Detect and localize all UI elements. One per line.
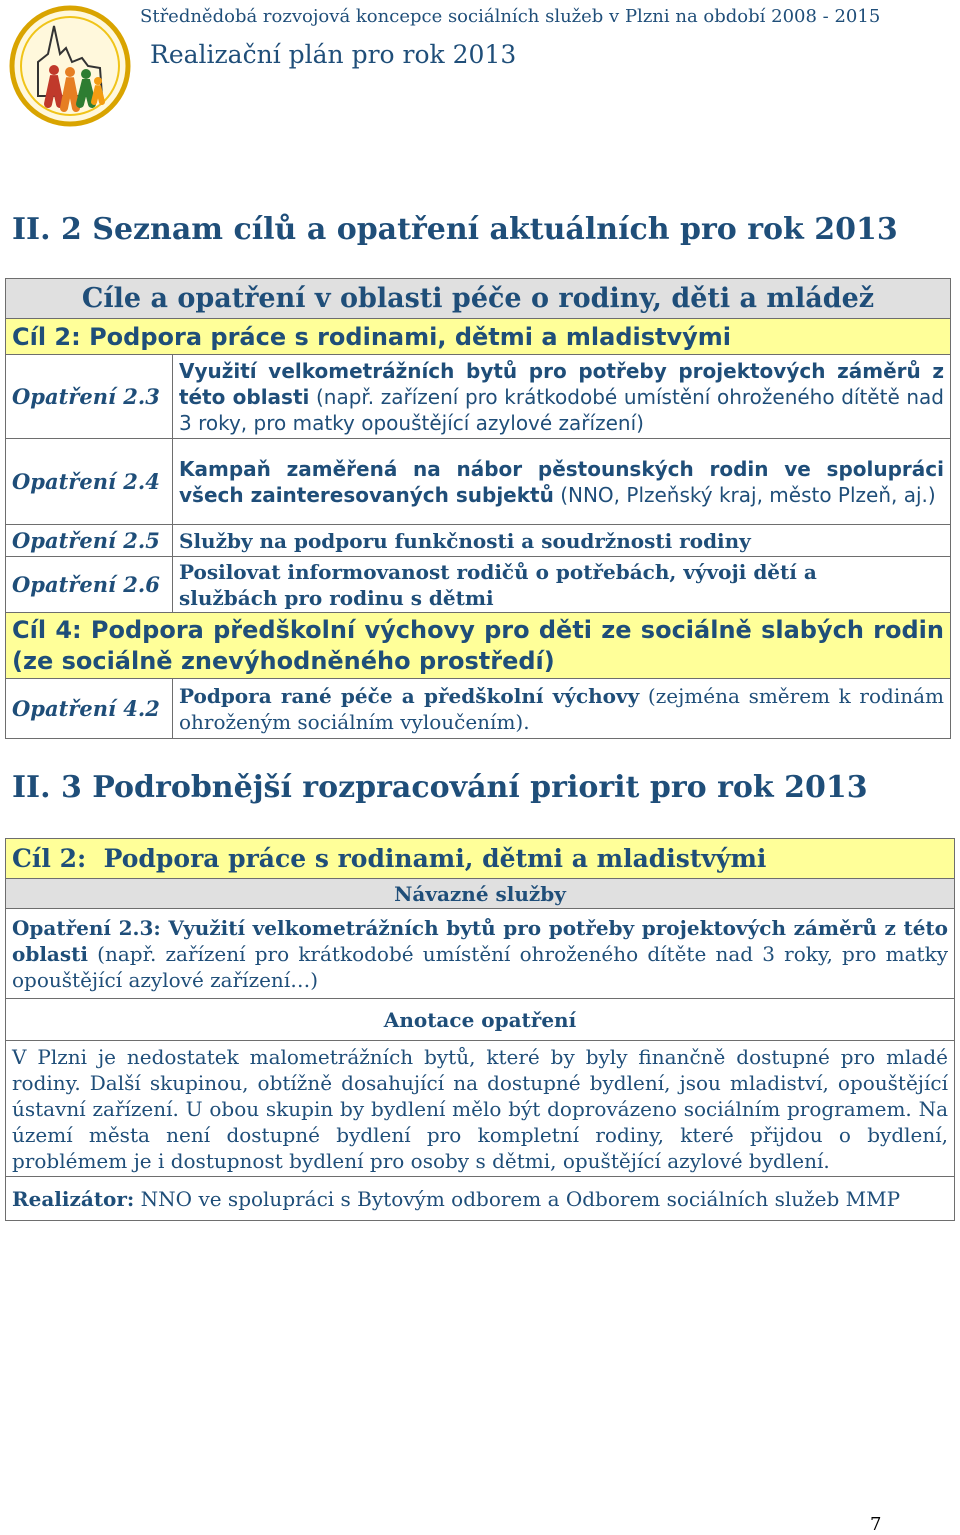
related-services-label: Návazné služby [6,879,955,909]
measure-label: Opatření 4.2 [6,679,173,739]
measure-label: Opatření 2.4 [6,439,173,525]
priority-detail-table [5,838,955,1221]
measure-text: Posilovat informovanost rodičů o potřebách, vývoji dětí a službách pro rodinu s dětmi [173,557,951,613]
goal-2-header: Cíl 2: Podpora práce s rodinami, dětmi a mladistvými [6,839,955,879]
measure-text: Využití velkometrážních bytů pro potřeby projektových záměrů z této oblasti (např. zařízení pro krátkodobé umístění ohroženého dítětě nad 3 roky, pro matky opouštějící azylové zařízení) [173,355,951,439]
plan-title: Realizační plán pro rok 2013 [150,40,517,69]
table-title: Cíle a opatření v oblasti péče o rodiny, děti a mládež [6,279,951,319]
measure-label: Opatření 2.6 [6,557,173,613]
measure-label: Opatření 2.5 [6,525,173,557]
goal-2-row: Cíl 2: Podpora práce s rodinami, dětmi a mladistvými [6,319,951,355]
page-number: 7 [870,1514,882,1535]
realizer-row: Realizátor: NNO ve spolupráci s Bytovým odborem a Odborem sociálních služeb MMP [6,1177,955,1221]
logo [8,4,132,128]
goal-4-row: Cíl 4: Podpora předškolní výchovy pro děti ze sociálně slabých rodin (ze sociálně znevýhodněného prostředí) [6,613,951,679]
annotation-text: V Plzni je nedostatek malometrážních bytů, které by byly finančně dostupné pro mladé rodiny. Další skupinou, obtížně dosahující na dostupné bydlení, jsou mladiství, opouštějící ústavní zařízení. U obou skupin by bydlení mělo být doprovázeno sociálním programem. Na území města není dostupné bydlení pro kompletní rodiny, které přijdou o bydlení, problémem je i dostupnost bydlení pro osoby s dětmi, opuštějící azylové bydlení. [6,1041,955,1177]
document-title: Střednědobá rozvojová koncepce sociálních služeb v Plzni na období 2008 - 2015 [140,6,881,27]
measure-text: Kampaň zaměřená na nábor pěstounských rodin ve spolupráci všech zainteresovaných subjektů (NNO, Plzeňský kraj, město Plzeň, aj.) [173,439,951,525]
logo-emblem-icon [8,4,132,128]
section-heading-2-3: II. 3 Podrobnější rozpracování priorit pro rok 2013 [12,770,868,805]
annotation-label: Anotace opatření [6,999,955,1041]
measure-text: Podpora rané péče a předškolní výchovy (zejména směrem k rodinám ohroženým sociálním vyloučením). [173,679,951,739]
measure-text: Služby na podporu funkčnosti a soudržnosti rodiny [173,525,951,557]
section-heading-2-2: II. 2 Seznam cílů a opatření aktuálních pro rok 2013 [12,212,898,247]
measure-label: Opatření 2.3 [6,355,173,439]
goals-measures-table [5,278,951,739]
measure-2-3-detail: Opatření 2.3: Využití velkometrážních bytů pro potřeby projektových záměrů z této oblasti (např. zařízení pro krátkodobé umístění ohroženého dítěte nad 3 roky, pro matky opouštějící azylové zařízení…) [6,909,955,999]
